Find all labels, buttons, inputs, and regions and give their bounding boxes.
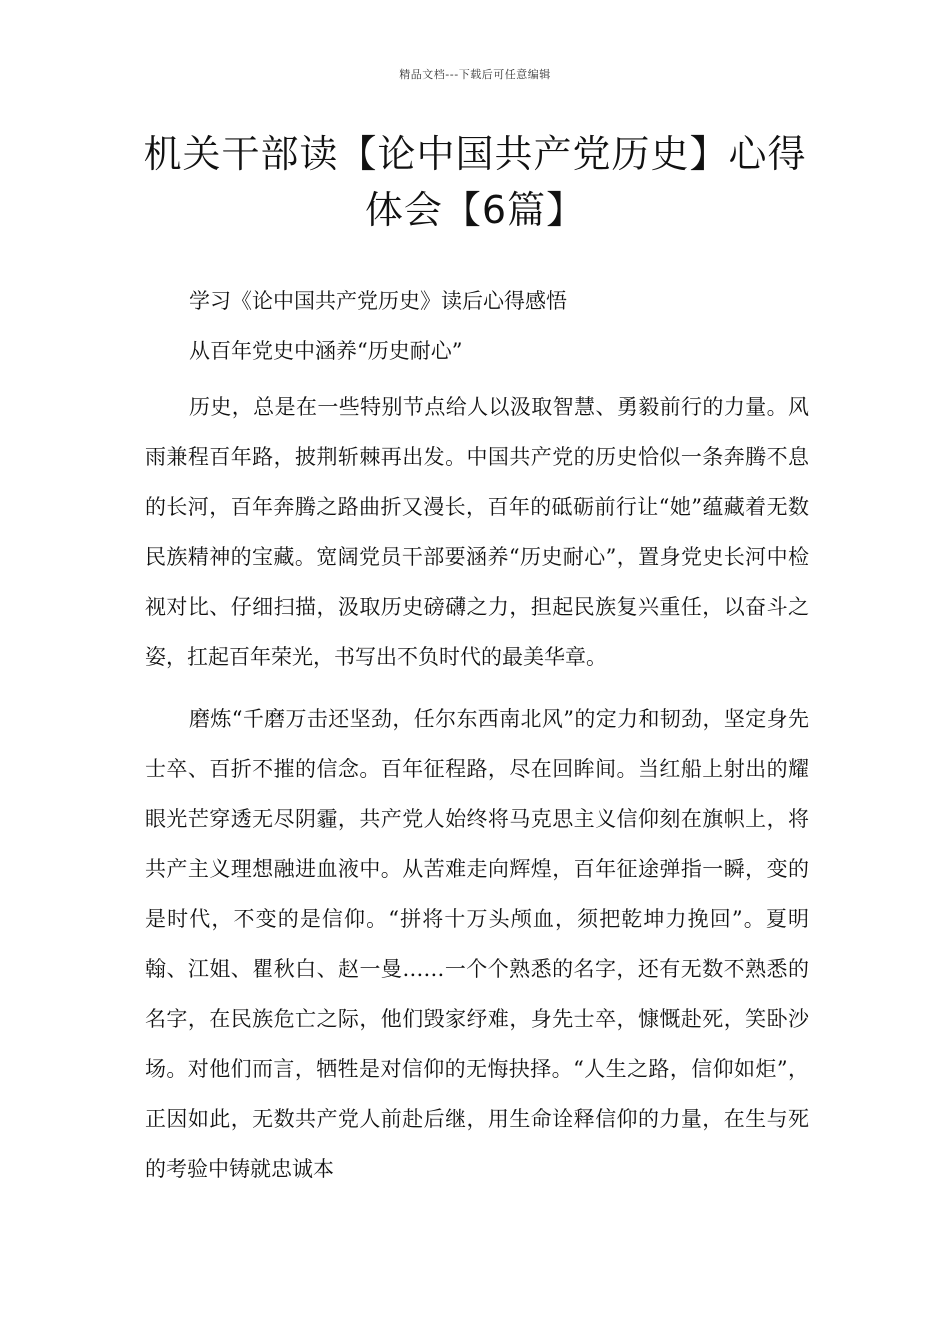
document-title-line-1: 机关干部读【论中国共产党历史】心得 <box>143 132 807 176</box>
subtitle-history-patience: 从百年党史中涵养“历史耐心” <box>189 339 463 363</box>
paragraph-1: 历史，总是在一些特别节点给人以汲取智慧、勇毅前行的力量。风雨兼程百年路，披荆斩棘再出发。中国共产党的历史恰似一条奔腾不息的长河，百年奔腾之路曲折又漫长，百年的砥砺前行让“她”蕴藏着无数民族精神的宝藏。宽阔党员干部要涵养“历史耐心”，置身党史长河中检视对比、仔细扫描，汲取历史磅礴之力，担起民族复兴重任，以奋斗之姿，扛起百年荣光，书写出不负时代的最美华章。 <box>145 395 809 669</box>
document-body <box>145 282 809 1206</box>
header-note: 精品文档---下载后可任意编辑 <box>399 68 551 81</box>
document-title-line-2: 体会【6篇】 <box>364 188 586 232</box>
document-title <box>100 126 850 238</box>
paragraph-2: 磨炼“千磨万击还坚劲，任尔东西南北风”的定力和韧劲，坚定身先士卒、百折不摧的信念。百年征程路，尽在回眸间。当红船上射出的耀眼光芒穿透无尽阴霾，共产党人始终将马克思主义信仰刻在旗帜上，将共产主义理想融进血液中。从苦难走向辉煌，百年征途弹指一瞬，变的是时代，不变的是信仰。“拼将十万头颅血，须把乾坤力挽回”。夏明翰、江姐、瞿秋白、赵一曼……一个个熟悉的名字，还有无数不熟悉的名字，在民族危亡之际，他们毁家纾难，身先士卒，慷慨赴死，笑卧沙场。对他们而言，牺牲是对信仰的无悔抉择。“人生之路，信仰如炬”，正因如此，无数共产党人前赴后继，用生命诠释信仰的力量，在生与死的考验中铸就忠诚本 <box>145 707 809 1181</box>
subtitle-reading-notes: 学习《论中国共产党历史》读后心得感悟 <box>189 289 567 313</box>
